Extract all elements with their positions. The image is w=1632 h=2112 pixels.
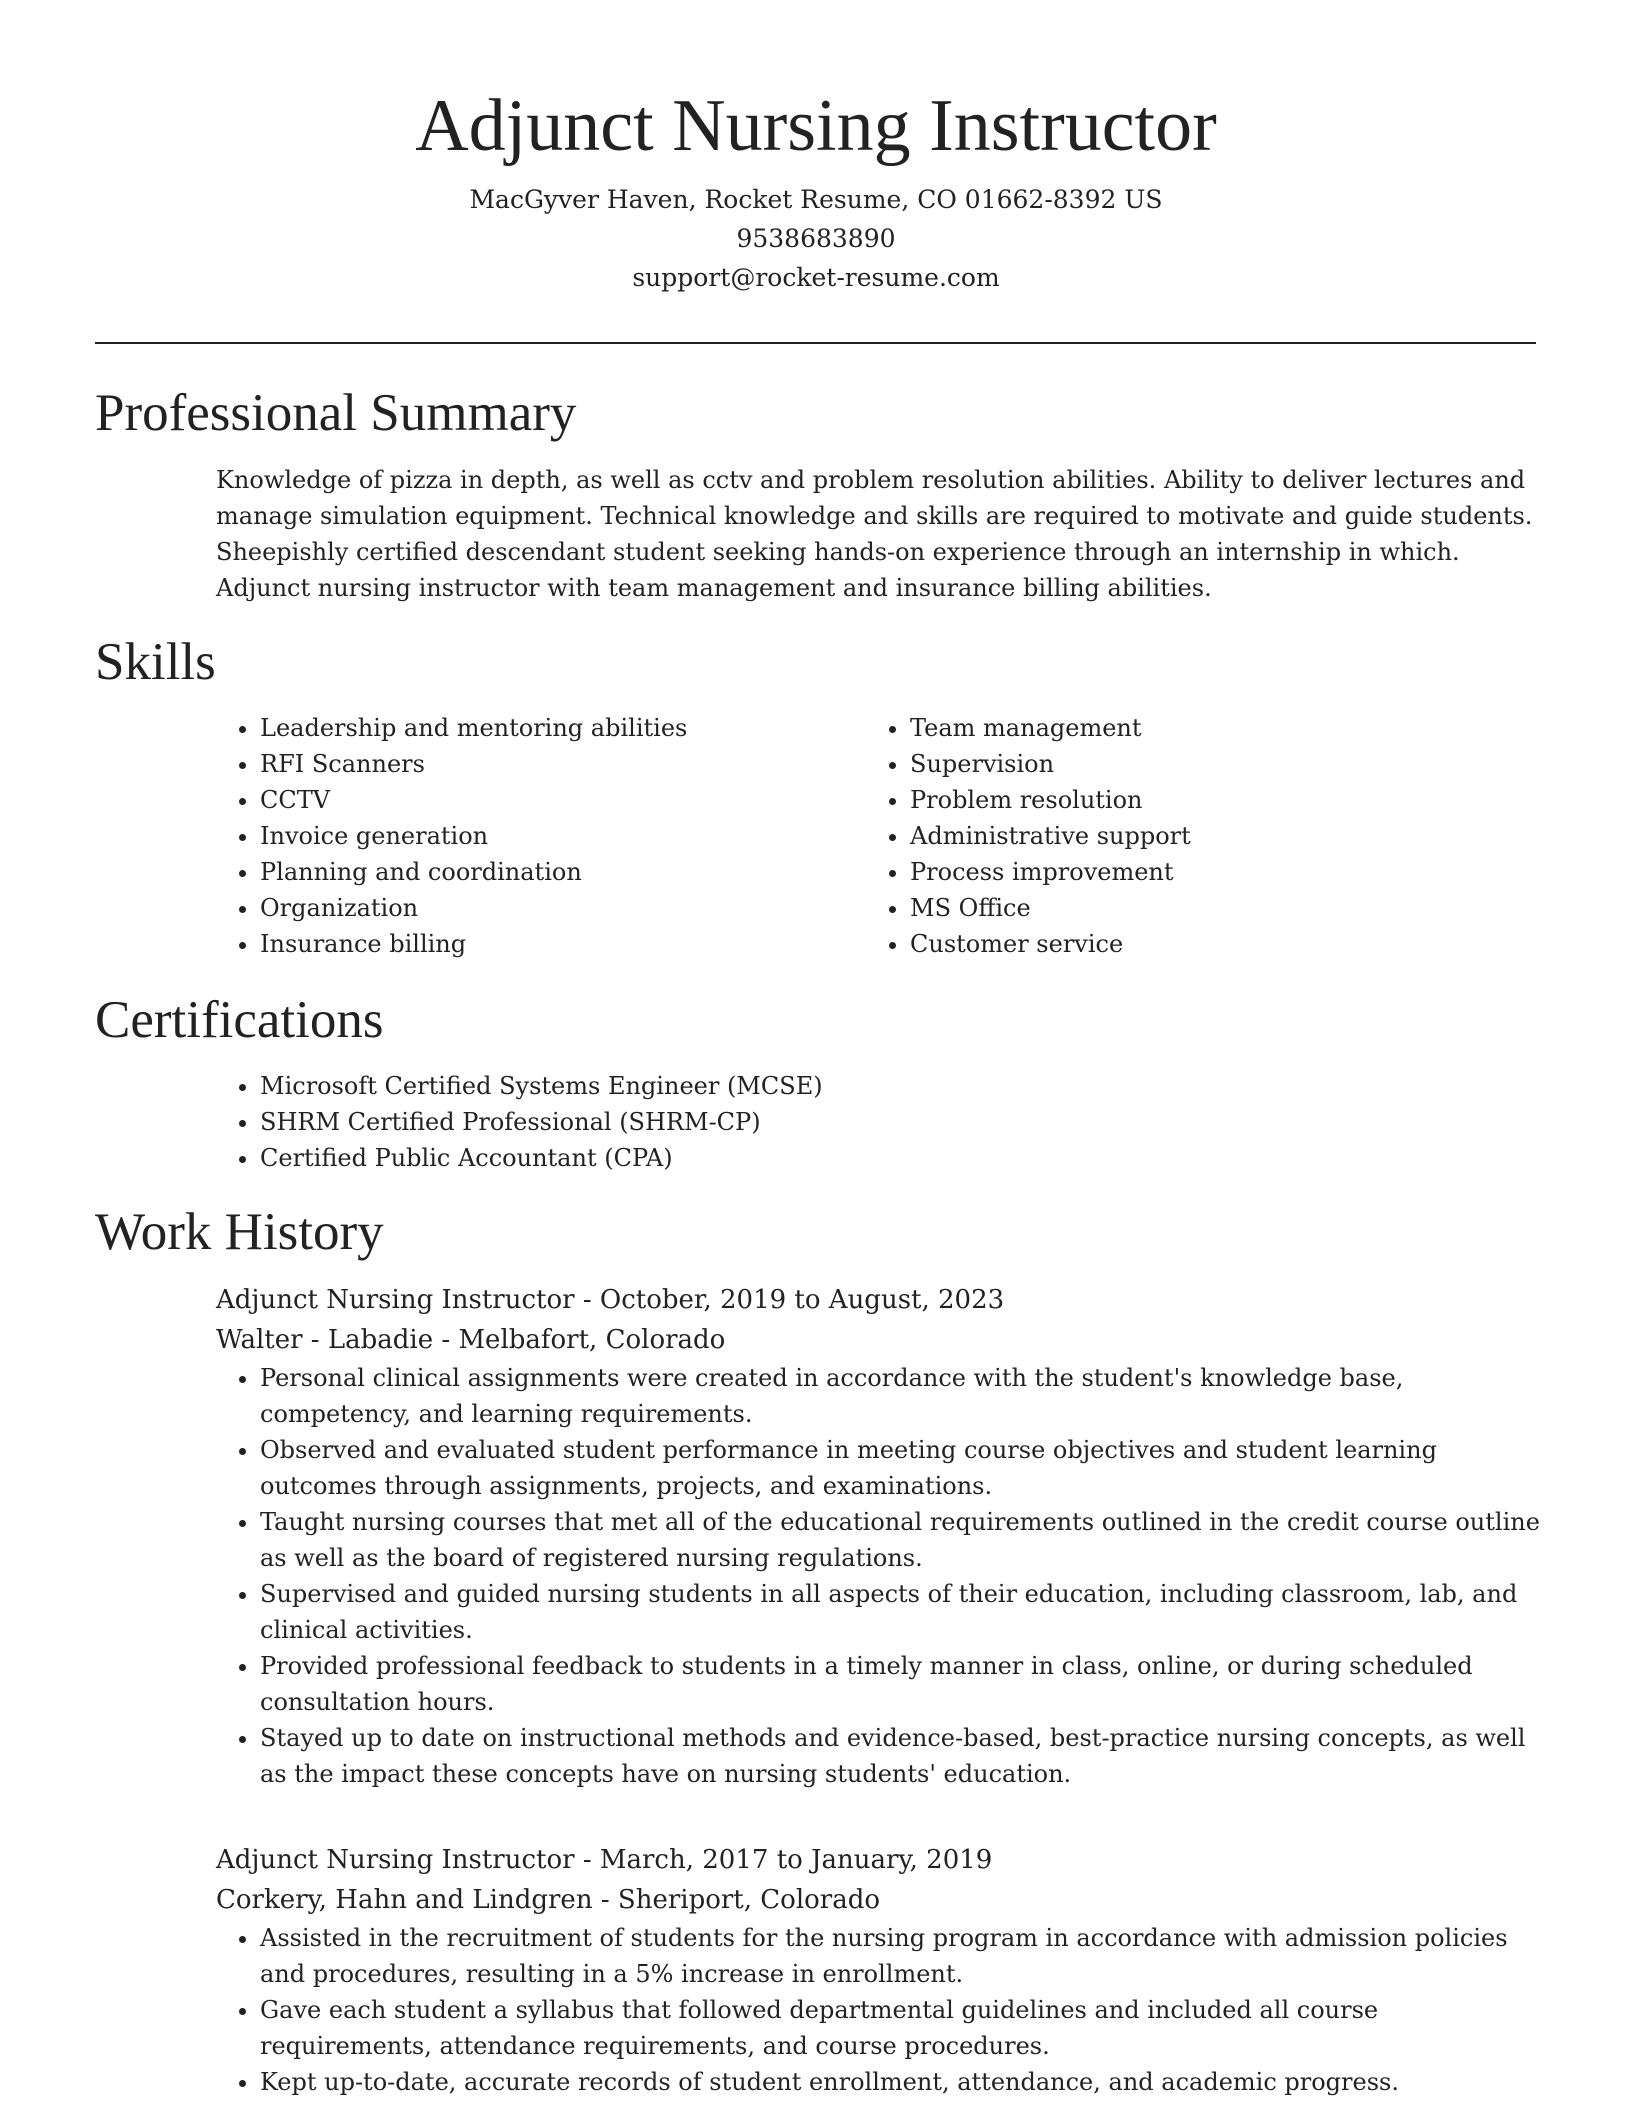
skill-item: • CCTV [260,782,856,818]
job-title-line [216,1280,1541,1320]
skill-item: • Insurance billing [260,926,856,962]
skill-item: • Invoice generation [260,818,856,854]
job-location: - Sheriport, Colorado [592,1885,881,1915]
certifications-heading: Certifications [95,991,384,1049]
contact-address: MacGyver Haven, Rocket Resume, CO 01662-8392 US [469,185,1163,214]
job-position: Adjunct Nursing Instructor [216,1845,575,1875]
skill-item: • Team management [910,710,1526,746]
skill-item: • MS Office [910,890,1526,926]
certifications-list [216,1068,1536,1176]
job-position: Adjunct Nursing Instructor [216,1285,575,1315]
work-history-heading: Work History [95,1203,384,1261]
job-duty-item: • Assisted in the recruitment of students for the nursing program in accordance with admission policies and procedures, resulting in a 5% increase in enrollment. [260,1920,1541,1992]
job-duty-item: • Gave each student a syllabus that followed departmental guidelines and included all course requirements, attendance requirements, and course procedures. [260,1992,1541,2064]
job-company: Walter - Labadie [216,1325,434,1355]
skill-item: • Administrative support [910,818,1526,854]
job-company-line [216,1880,1541,1920]
job-duty-item: • Stayed up to date on instructional methods and evidence-based, best-practice nursing concepts, as well as the impact these concepts have on nursing students' education. [260,1720,1541,1792]
job-title-line [216,1840,1541,1880]
job-duty-item: • Supervised and guided nursing students in all aspects of their education, including classroom, lab, and clinical activities. [260,1576,1541,1648]
skill-item: • Customer service [910,926,1526,962]
job-company-line [216,1320,1541,1360]
job-location: - Melbafort, Colorado [433,1325,726,1355]
skill-item: • RFI Scanners [260,746,856,782]
skill-item: • Supervision [910,746,1526,782]
contact-email: support@rocket-resume.com [632,263,1000,292]
job-duties-list [216,1920,1541,2100]
candidate-name: Adjunct Nursing Instructor [415,85,1217,167]
certification-item: • SHRM Certified Professional (SHRM-CP) [260,1104,1536,1140]
job-entry [216,1280,1541,1792]
job-entry [216,1840,1541,2100]
skill-item: • Leadership and mentoring abilities [260,710,856,746]
summary-heading: Professional Summary [95,384,577,442]
job-duty-item: • Taught nursing courses that met all of the educational requirements outlined in the credit course outline as well as the board of registered nursing regulations. [260,1504,1541,1576]
job-duties-list [216,1360,1541,1792]
skills-column-left [216,710,856,962]
job-duty-item: • Kept up-to-date, accurate records of student enrollment, attendance, and academic progress. [260,2064,1541,2100]
skill-item: • Process improvement [910,854,1526,890]
job-dates: - October, 2019 to August, 2023 [574,1285,1005,1315]
contact-phone: 9538683890 [736,224,896,253]
summary-text: Knowledge of pizza in depth, as well as cctv and problem resolution abilities. Ability to deliver lectures and manage simulation equipment. Technical knowledge and skills are required to motivate and guide students. Sheepishly certified descendant student seeking hands-on experience through an internship in which. Adjunct nursing instructor with team management and insurance billing abilities. [216,466,1533,602]
header-divider [95,342,1536,344]
skill-item: • Organization [260,890,856,926]
job-dates: - March, 2017 to January, 2019 [574,1845,993,1875]
skills-column-right [866,710,1526,962]
resume-header [0,0,1632,297]
certification-item: • Certified Public Accountant (CPA) [260,1140,1536,1176]
skills-heading: Skills [95,633,216,691]
skill-item: • Planning and coordination [260,854,856,890]
job-duty-item: • Provided professional feedback to students in a timely manner in class, online, or during scheduled consultation hours. [260,1648,1541,1720]
skill-item: • Problem resolution [910,782,1526,818]
certification-item: • Microsoft Certified Systems Engineer (MCSE) [260,1068,1536,1104]
job-duty-item: • Observed and evaluated student performance in meeting course objectives and student learning outcomes through assignments, projects, and examinations. [260,1432,1541,1504]
job-duty-item: • Personal clinical assignments were created in accordance with the student's knowledge base, competency, and learning requirements. [260,1360,1541,1432]
job-company: Corkery, Hahn and Lindgren [216,1885,593,1915]
